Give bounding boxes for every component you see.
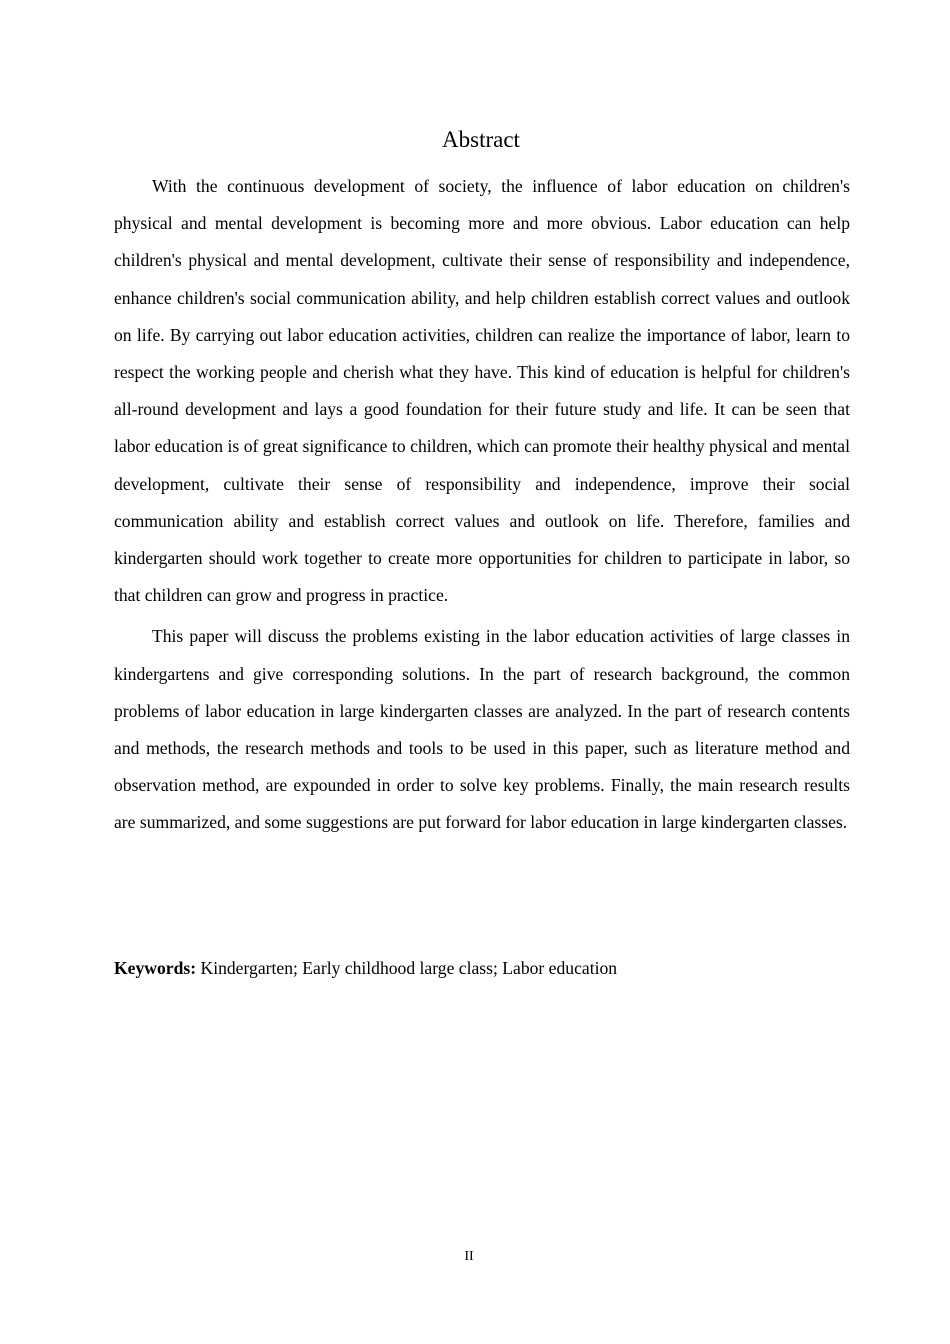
keywords-line (114, 952, 850, 984)
abstract-title: Abstract (442, 127, 520, 152)
abstract-paragraph-2: This paper will discuss the problems existing in the labor education activities of large classes in kindergartens and give corresponding solutions. In the part of research background, the common problems of labor education in large kindergarten classes are analyzed. In the part of research contents and methods, the research methods and tools to be used in this paper, such as literature method and observation method, are expounded in order to solve key problems. Finally, the main research results are summarized, and some suggestions are put forward for labor education in large kindergarten classes. (114, 626, 850, 833)
keywords-text: Kindergarten; Early childhood large class; Labor education (196, 958, 618, 978)
keywords-label: Keywords: (114, 958, 197, 978)
abstract-body (114, 168, 850, 842)
abstract-paragraph-1: With the continuous development of society, the influence of labor education on children's physical and mental development is becoming more and more obvious. Labor education can help children's physical and mental development, cultivate their sense of responsibility and independence, enhance children's social communication ability, and help children establish correct values and outlook on life. By carrying out labor education activities, children can realize the importance of labor, learn to respect the working people and cherish what they have. This kind of education is helpful for children's all-round development and lays a good foundation for their future study and life. It can be seen that labor education is of great significance to children, which can promote their healthy physical and mental development, cultivate their sense of responsibility and independence, improve their social communication ability and establish correct values and outlook on life. Therefore, families and kindergarten should work together to create more opportunities for children to participate in labor, so that children can grow and progress in practice. (114, 176, 850, 606)
page-number: II (464, 1249, 474, 1264)
